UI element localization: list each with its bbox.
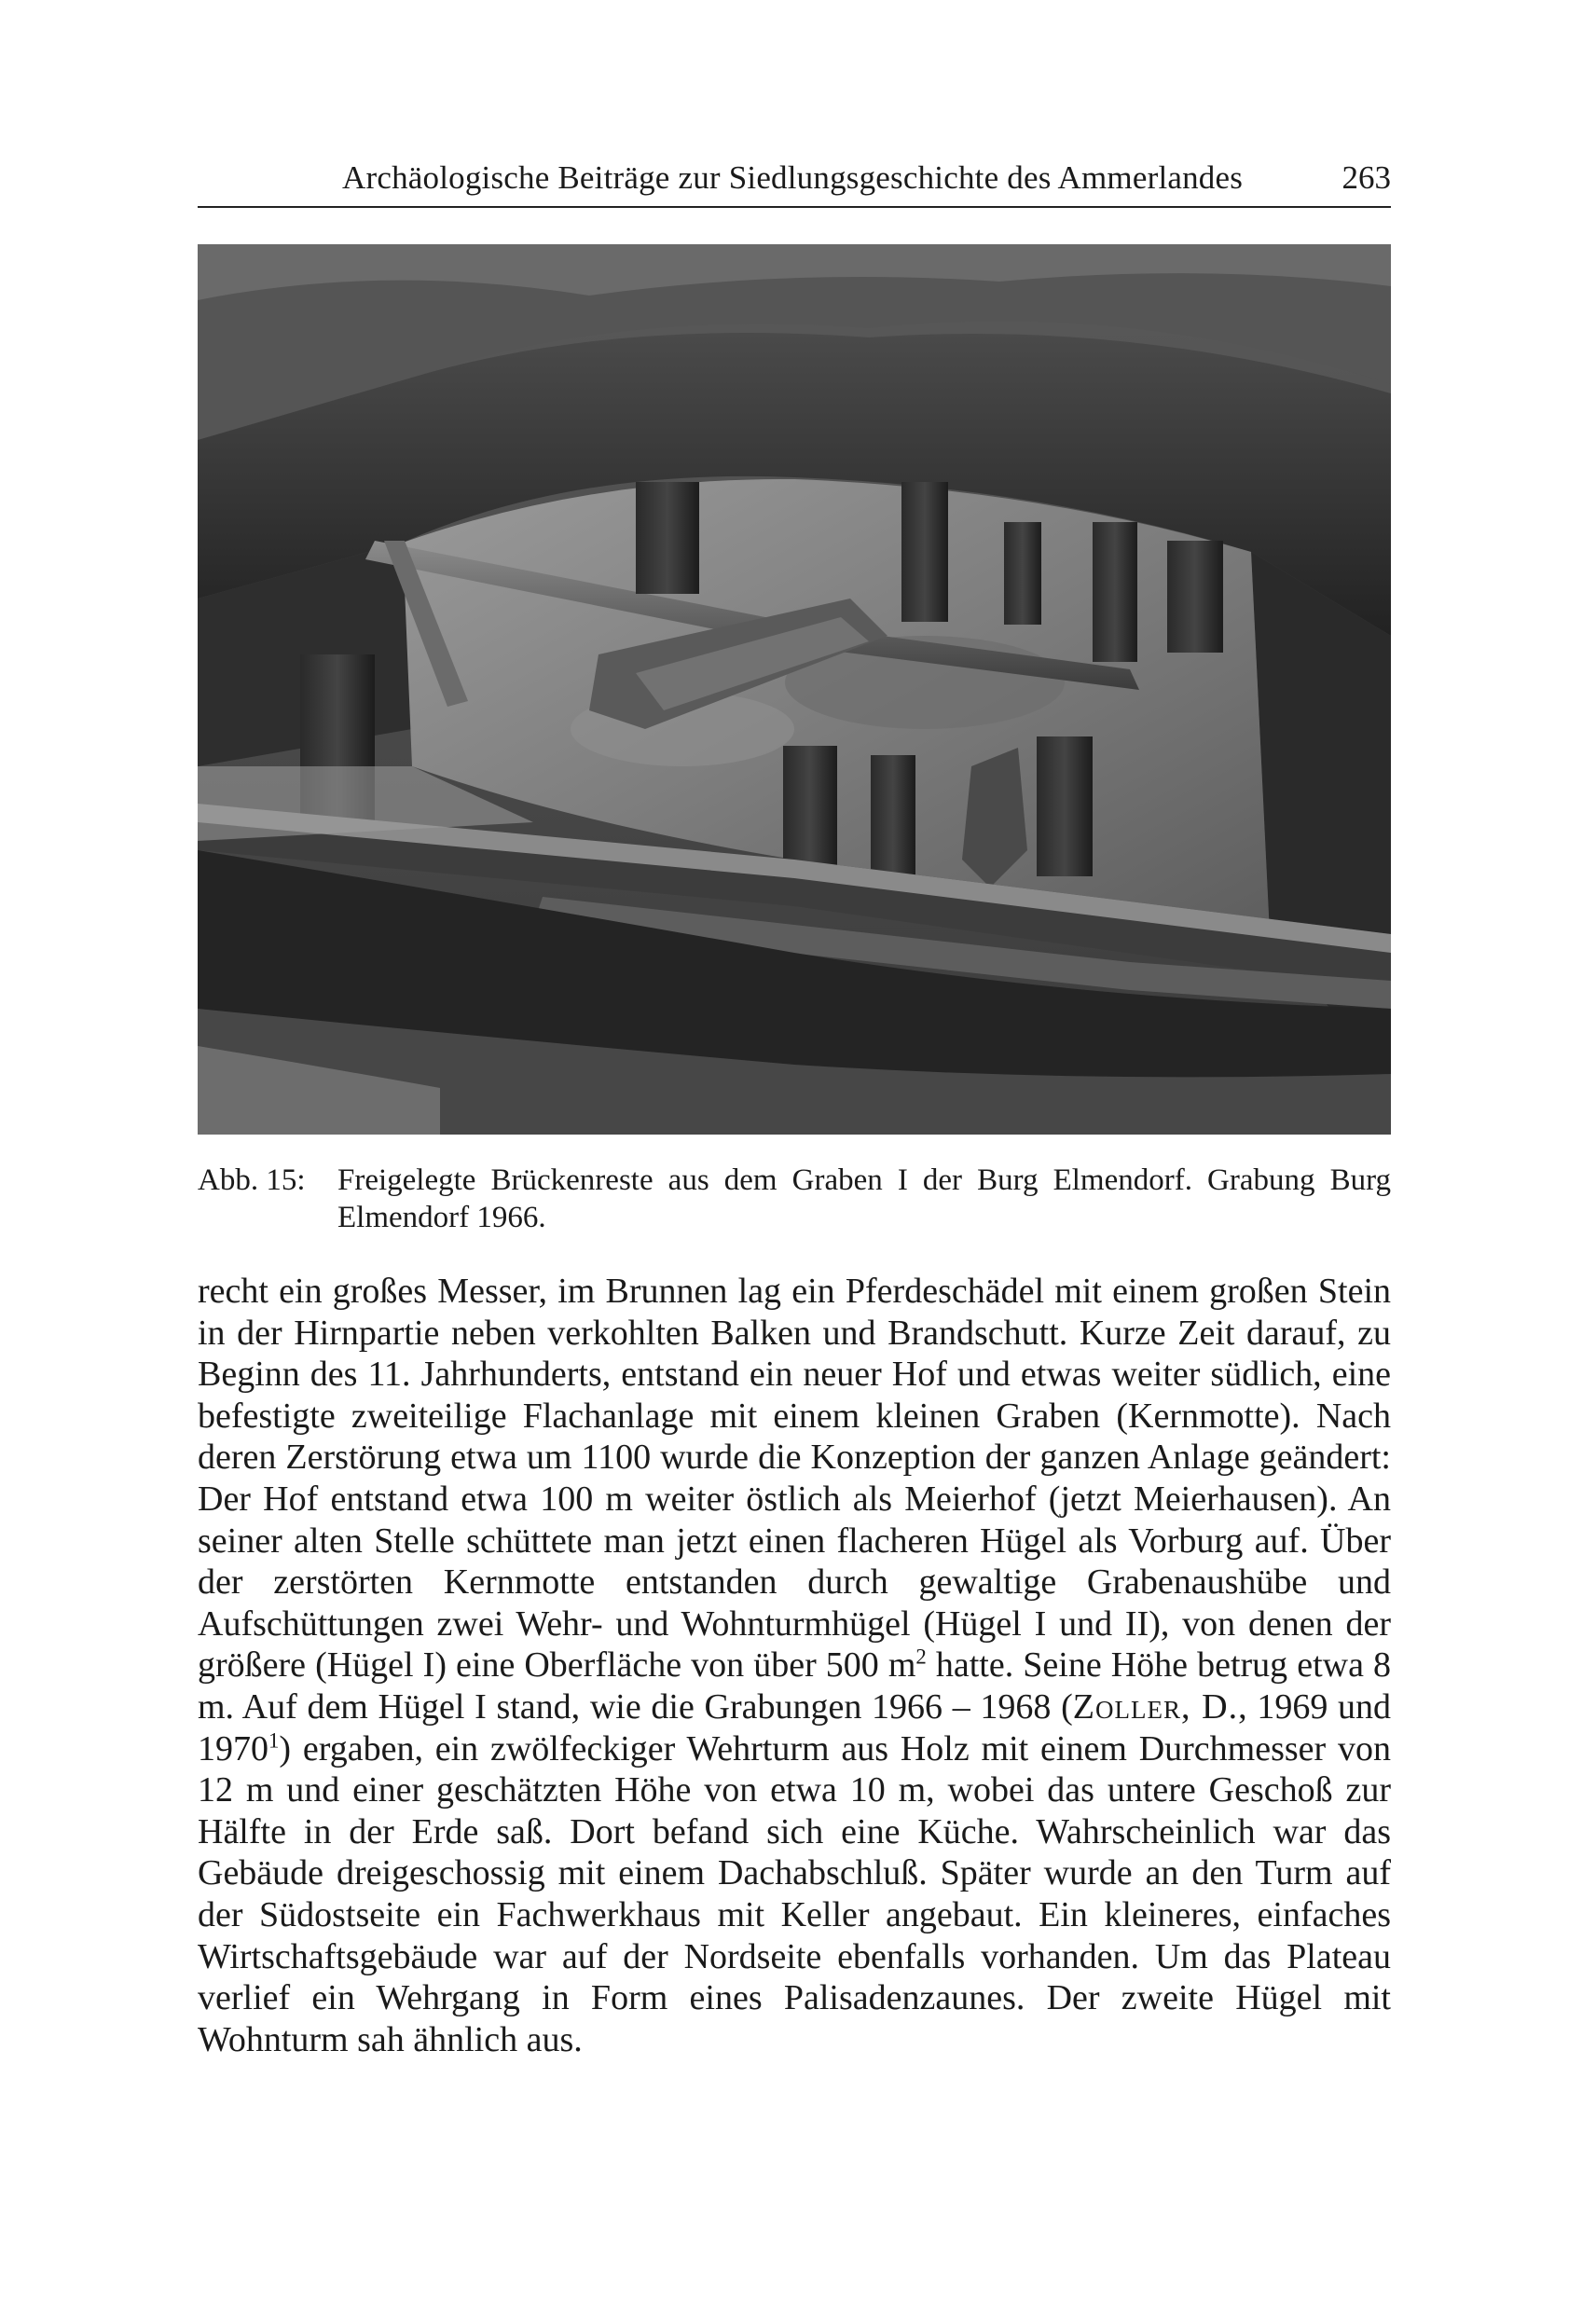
- page-number: 263: [1341, 159, 1391, 196]
- running-title: Archäologische Beiträge zur Siedlungsgeschichte des Ammerlandes: [342, 159, 1244, 196]
- superscript-area: 2: [915, 1645, 927, 1669]
- body-paragraph: [198, 1271, 1391, 2060]
- body-text-part-3: , 1969 und 1970: [198, 1686, 1392, 1768]
- figure-label: Abb. 15:: [198, 1163, 306, 1197]
- footnote-marker: 1: [268, 1727, 280, 1752]
- body-text-part-2: hatte. Seine Höhe betrug etwa 8 m. Auf dem Hügel I stand, wie die Grabungen 1966 – 1968 (: [198, 1645, 1391, 1727]
- figure-caption-text: Freigelegte Brückenreste aus dem Graben I der Burg Elmendorf. Grabung Burg Elmendorf 1966.: [337, 1163, 1391, 1234]
- author-citation: Zoller, D.: [1072, 1686, 1239, 1727]
- running-header: [198, 154, 1391, 208]
- excavation-photo: [198, 244, 1391, 1135]
- body-text-part-4: ) ergaben, ein zwölfeckiger Wehrturm aus Holz mit einem Durchmesser von 12 m und einer geschätzten Höhe von etwa 10 m, wobei das untere Geschoß zur Hälfte in der Erde saß. Dort befand sich eine Küche. Wahrscheinlich war das Gebäude dreigeschossig mit einem Dachabschluß. Später wurde an den Turm auf der Südostseite ein Fachwerkhaus mit Keller angebaut. Ein kleineres, einfaches Wirtschaftsgebäude war auf der Nordseite ebenfalls vorhanden. Um das Plateau verlief ein Wehrgang in Form eines Palisadenzaunes. Der zweite Hügel mit Wohnturm sah ähnlich aus.: [198, 1728, 1391, 2059]
- excavation-photo-graphic: [198, 244, 1391, 1135]
- body-text-part-1: recht ein großes Messer, im Brunnen lag ein Pferdeschädel mit einem großen Stein in der Hirnpartie neben verkohlten Balken und Brandschutt. Kurze Zeit darauf, zu Beginn des 11. Jahrhunderts, entstand ein neuer Hof und etwas weiter südlich, eine befestigte zweiteilige Flachanlage mit einem kleinen Graben (Kernmotte). Nach deren Zerstörung etwa um 1100 wurde die Konzeption der ganzen Anlage geändert: Der Hof entstand etwa 100 m weiter östlich als Meierhof (jetzt Meierhausen). An seiner alten Stelle schüttete man jetzt einen flacheren Hügel als Vorburg auf. Über der zerstörten Kernmotte entstanden durch gewaltige Grabenaushübe und Aufschüttungen zwei Wehr- und Wohnturmhügel (Hügel I und II), von denen der größere (Hügel I) eine Oberfläche von über 500 m: [198, 1272, 1391, 1686]
